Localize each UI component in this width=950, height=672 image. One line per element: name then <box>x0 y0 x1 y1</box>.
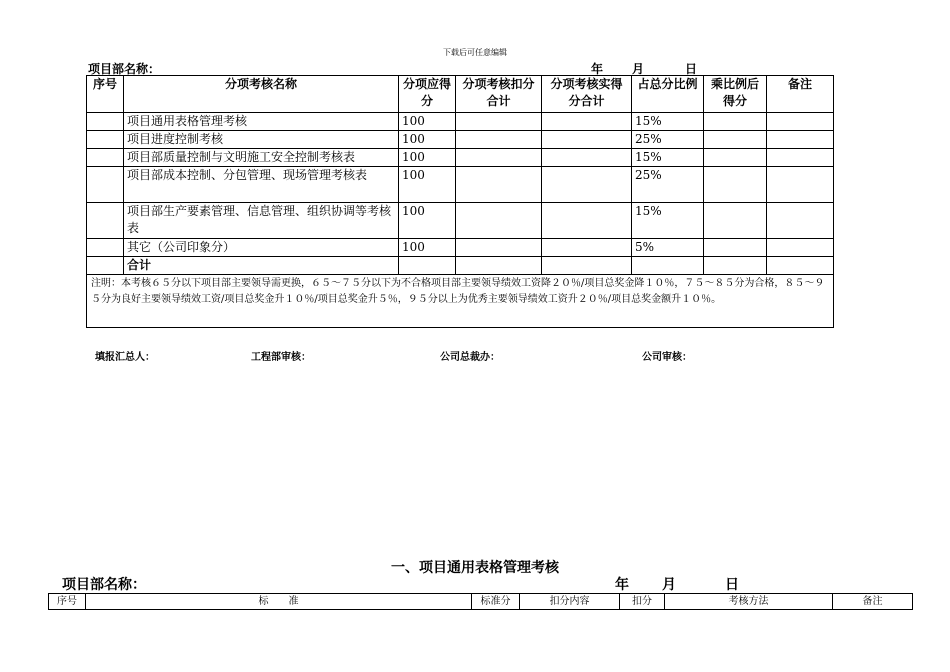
cell-ratio <box>632 257 704 275</box>
cell-weighted <box>704 113 767 131</box>
cell-weighted <box>704 239 767 257</box>
cell-score: 100 <box>399 203 456 239</box>
table-row <box>87 149 834 167</box>
cell-deduct <box>456 113 542 131</box>
section-project-name-label: 项目部名称： <box>62 577 146 593</box>
cell-weighted <box>704 149 767 167</box>
project-name-label: 项目部名称： <box>88 62 161 76</box>
cell-remark <box>767 113 834 131</box>
summary-table <box>86 75 834 328</box>
table-row <box>87 239 834 257</box>
day-label: 日 <box>685 62 698 76</box>
table-row <box>87 167 834 203</box>
cell-no <box>87 113 124 131</box>
table-note: 注明：本考核６５分以下项目部主要领导需更换，６５～７５分以下为不合格项目部主要领导绩效工资降２０％/项目总奖金降１０％，７５～８５分为合格，８５～９５分为良好主要领导绩效工资/项目总奖金升１０％/项目总奖金升５％，９５分以上为优秀主要领导绩效工资升２０％/项目总奖金额升１０％。 <box>87 275 834 328</box>
col-header-ratio: 占总分比例 <box>632 76 704 113</box>
cell-no <box>87 257 124 275</box>
cell-no <box>87 167 124 203</box>
section-year-label: 年 <box>615 577 629 593</box>
cell-actual <box>542 203 632 239</box>
col-header-no: 序号 <box>87 76 124 113</box>
year-label: 年 <box>591 62 604 76</box>
cell-ratio: 25% <box>632 167 704 203</box>
cell-actual <box>542 239 632 257</box>
table-row <box>87 131 834 149</box>
note-row <box>87 275 834 328</box>
cell-actual <box>542 113 632 131</box>
section-day-label: 日 <box>725 577 739 593</box>
cell-weighted <box>704 131 767 149</box>
section-col-header-no: 序号 <box>49 594 86 610</box>
cell-name: 项目通用表格管理考核 <box>124 113 399 131</box>
section-col-header-remark: 备注 <box>833 594 913 610</box>
total-label: 合计 <box>124 257 399 275</box>
col-header-weighted: 乘比例后得分 <box>704 76 767 113</box>
cell-deduct <box>456 239 542 257</box>
table-header-row <box>87 76 834 113</box>
cell-ratio: 15% <box>632 149 704 167</box>
cell-score: 100 <box>399 167 456 203</box>
cell-weighted <box>704 203 767 239</box>
cell-remark <box>767 203 834 239</box>
top-note: 下载后可任意编辑 <box>443 48 507 57</box>
month-label: 月 <box>632 62 645 76</box>
section-col-header-standard: 标 准 <box>86 594 472 610</box>
cell-name: 项目进度控制考核 <box>124 131 399 149</box>
cell-actual <box>542 149 632 167</box>
section-month-label: 月 <box>662 577 676 593</box>
table-row <box>87 113 834 131</box>
signature-president: 公司总裁办： <box>440 352 500 363</box>
cell-deduct <box>456 149 542 167</box>
signature-summary: 填报汇总人： <box>95 352 155 363</box>
cell-deduct <box>456 167 542 203</box>
section-col-header-standard-score: 标准分 <box>472 594 520 610</box>
total-row <box>87 257 834 275</box>
cell-score: 100 <box>399 239 456 257</box>
section-col-header-deduct: 扣分 <box>620 594 665 610</box>
cell-remark <box>767 257 834 275</box>
cell-ratio: 15% <box>632 203 704 239</box>
cell-remark <box>767 131 834 149</box>
cell-name: 项目部生产要素管理、信息管理、组织协调等考核表 <box>124 203 399 239</box>
cell-score: 100 <box>399 113 456 131</box>
cell-actual <box>542 167 632 203</box>
cell-score <box>399 257 456 275</box>
cell-weighted <box>704 167 767 203</box>
cell-score: 100 <box>399 131 456 149</box>
cell-name: 项目部质量控制与文明施工安全控制考核表 <box>124 149 399 167</box>
section-col-header-deduct-content: 扣分内容 <box>520 594 620 610</box>
col-header-remark: 备注 <box>767 76 834 113</box>
cell-ratio: 25% <box>632 131 704 149</box>
cell-deduct <box>456 203 542 239</box>
cell-remark <box>767 149 834 167</box>
cell-score: 100 <box>399 149 456 167</box>
signature-company: 公司审核： <box>642 352 692 363</box>
cell-weighted <box>704 257 767 275</box>
section-col-header-method: 考核方法 <box>665 594 833 610</box>
section-title: 一、项目通用表格管理考核 <box>391 560 559 576</box>
cell-deduct <box>456 131 542 149</box>
cell-remark <box>767 167 834 203</box>
col-header-deduct: 分项考核扣分合计 <box>456 76 542 113</box>
cell-name: 其它（公司印象分） <box>124 239 399 257</box>
cell-no <box>87 239 124 257</box>
signature-engineering: 工程部审核： <box>251 352 311 363</box>
cell-ratio: 5% <box>632 239 704 257</box>
cell-ratio: 15% <box>632 113 704 131</box>
cell-actual <box>542 257 632 275</box>
cell-no <box>87 149 124 167</box>
cell-name: 项目部成本控制、分包管理、现场管理考核表 <box>124 167 399 203</box>
col-header-actual: 分项考核实得分合计 <box>542 76 632 113</box>
cell-remark <box>767 239 834 257</box>
section-table <box>48 593 913 610</box>
cell-actual <box>542 131 632 149</box>
col-header-score: 分项应得分 <box>399 76 456 113</box>
col-header-name: 分项考核名称 <box>124 76 399 113</box>
cell-no <box>87 203 124 239</box>
cell-deduct <box>456 257 542 275</box>
cell-no <box>87 131 124 149</box>
table-row <box>87 203 834 239</box>
section-table-header-row <box>49 594 913 610</box>
